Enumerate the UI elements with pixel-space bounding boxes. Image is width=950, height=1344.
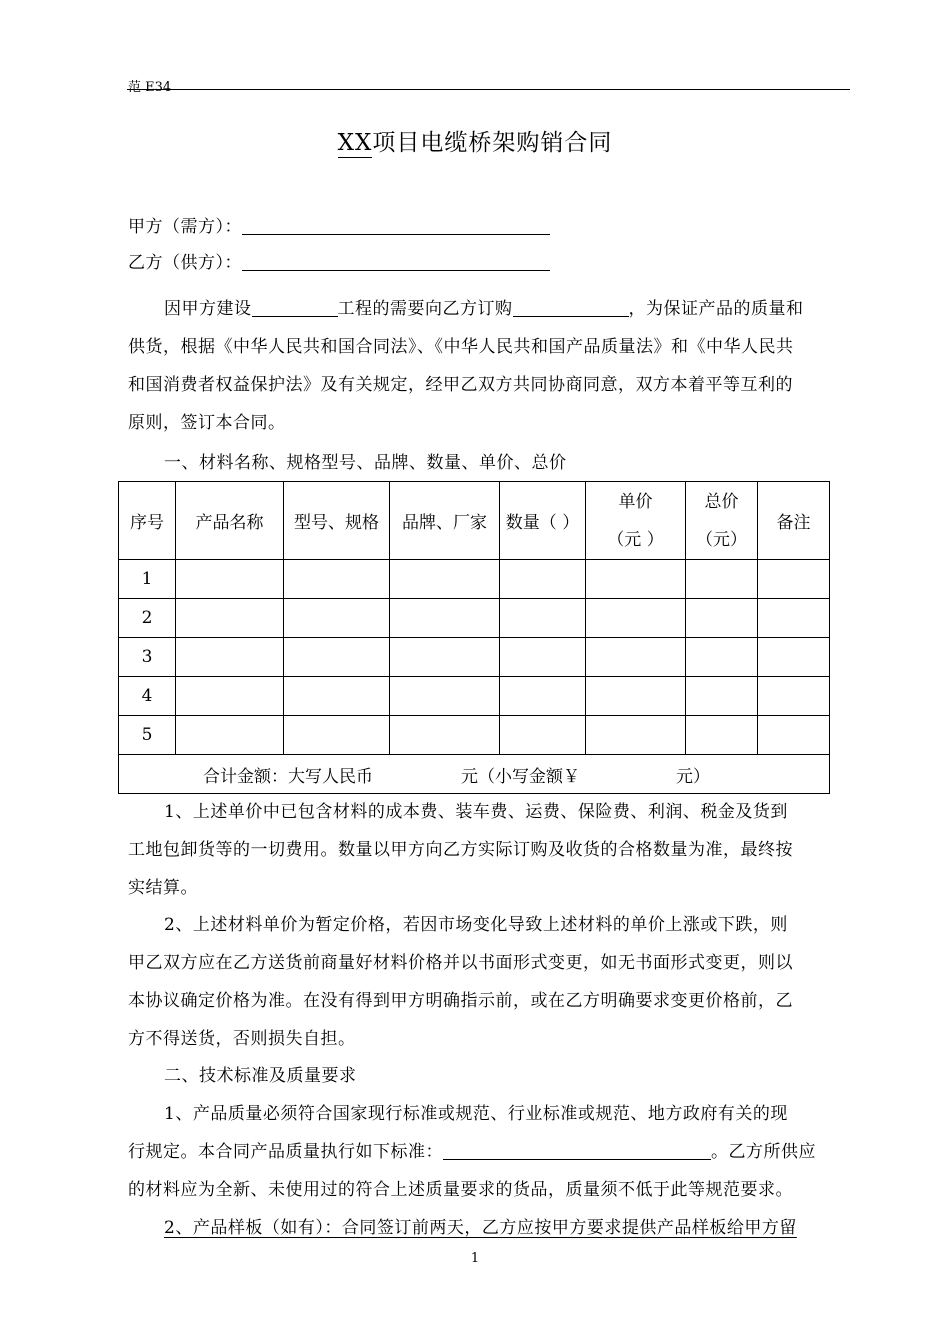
cell[interactable]: [500, 677, 586, 716]
cell[interactable]: [686, 638, 758, 677]
header-seq: 序号: [119, 482, 176, 560]
intro-text-1: 因甲方建设: [164, 299, 252, 319]
cell[interactable]: [758, 716, 830, 755]
clause-1-line-1: 1、上述单价中已包含材料的成本费、装车费、运费、保险费、利润、税金及货到: [164, 802, 788, 822]
party-b-label: 乙方（供方）：: [128, 253, 242, 273]
cell[interactable]: [176, 716, 284, 755]
header-unit-price: [586, 482, 686, 560]
clause-2: [128, 906, 850, 1058]
cell[interactable]: [284, 716, 390, 755]
clause-2-2: [128, 1209, 850, 1247]
cell[interactable]: [758, 599, 830, 638]
table-header-row: [119, 482, 830, 560]
cell[interactable]: [686, 716, 758, 755]
party-b-line: [128, 244, 550, 282]
header-product-name: 产品名称: [176, 482, 284, 560]
cell[interactable]: [758, 560, 830, 599]
cell[interactable]: [758, 677, 830, 716]
unit-price-label: 单价: [618, 491, 653, 512]
clause-2-line-2: 甲乙双方应在乙方送货前商量好材料价格并以书面形式变更，如无书面形式变更，则以: [128, 953, 793, 973]
materials-table: [118, 481, 830, 794]
intro-text-3: ，为保证产品的质量和: [628, 299, 804, 319]
total-mid: 元（小写金额￥: [461, 766, 580, 787]
intro-paragraph: [128, 290, 850, 442]
party-a-line: [128, 208, 550, 246]
header-total-price: [686, 482, 758, 560]
cell[interactable]: [586, 716, 686, 755]
cell[interactable]: [176, 599, 284, 638]
cell[interactable]: [586, 560, 686, 599]
intro-line-4: 原则，签订本合同。: [128, 413, 286, 433]
cell[interactable]: [390, 677, 500, 716]
clause-1-line-2: 工地包卸货等的一切费用。数量以甲方向乙方实际订购及收货的合格数量为准，最终按: [128, 840, 793, 860]
standard-label: 行规定。本合同产品质量执行如下标准：: [128, 1142, 443, 1162]
cell[interactable]: [586, 638, 686, 677]
cell[interactable]: [686, 560, 758, 599]
cell[interactable]: [390, 599, 500, 638]
standard-blank[interactable]: [443, 1141, 711, 1160]
row-seq: 3: [119, 638, 176, 677]
total-price-unit: （元）: [696, 529, 747, 550]
clause-2-1: [128, 1095, 850, 1209]
cell[interactable]: [390, 560, 500, 599]
cell[interactable]: [686, 599, 758, 638]
cell[interactable]: [284, 560, 390, 599]
cell[interactable]: [586, 599, 686, 638]
total-amount-cell: [119, 755, 830, 794]
total-end: 元）: [676, 766, 710, 787]
cell[interactable]: [500, 638, 586, 677]
cell[interactable]: [686, 677, 758, 716]
cell[interactable]: [500, 560, 586, 599]
project-name-blank[interactable]: [252, 298, 338, 317]
header-remark: 备注: [758, 482, 830, 560]
clause-2-1-line-2: [128, 1133, 850, 1171]
total-label: 合计金额：大写人民币: [203, 766, 373, 787]
table-row: [119, 638, 830, 677]
cell[interactable]: [284, 599, 390, 638]
intro-line-3: 和国消费者权益保护法》及有关规定，经甲乙双方共同协商同意，双方本着平等互利的: [128, 375, 793, 395]
header-rule: [127, 89, 850, 90]
header-quantity: 数量（ ）: [500, 482, 586, 560]
header-model: 型号、规格: [284, 482, 390, 560]
product-blank[interactable]: [513, 298, 629, 317]
title-main: 项目电缆桥架购销合同: [372, 130, 613, 156]
cell[interactable]: [500, 716, 586, 755]
table-row: [119, 716, 830, 755]
document-title: [0, 124, 950, 157]
title-prefix: XX: [337, 130, 373, 156]
clause-2-line-3: 本协议确定价格为准。在没有得到甲方明确指示前，或在乙方明确要求变更价格前，乙: [128, 991, 793, 1011]
table-total-row: [119, 755, 830, 794]
clause-1-line-3: 实结算。: [128, 878, 198, 898]
row-seq: 4: [119, 677, 176, 716]
intro-text-2: 工程的需要向乙方订购: [337, 299, 513, 319]
clause-2-line-1: 2、上述材料单价为暂定价格，若因市场变化导致上述材料的单价上涨或下跌，则: [164, 915, 788, 935]
party-a-label: 甲方（需方）：: [128, 217, 242, 237]
clause-1: [128, 793, 850, 907]
cell[interactable]: [586, 677, 686, 716]
clause-2-2-text: 2、产品样板（如有）：合同签订前两天，乙方应按甲方要求提供产品样板给甲方留: [164, 1218, 797, 1238]
cell[interactable]: [176, 638, 284, 677]
total-price-label: 总价: [704, 491, 739, 512]
header-brand: 品牌、厂家: [390, 482, 500, 560]
row-seq: 2: [119, 599, 176, 638]
section-1-heading: 一、材料名称、规格型号、品牌、数量、单价、总价: [164, 453, 567, 473]
intro-line-2: 供货，根据《中华人民共和国合同法》、《中华人民共和国产品质量法》和《中华人民共: [128, 337, 794, 357]
table-row: [119, 599, 830, 638]
cell[interactable]: [390, 716, 500, 755]
cell[interactable]: [176, 677, 284, 716]
cell[interactable]: [176, 560, 284, 599]
intro-line-1: [128, 290, 850, 328]
cell[interactable]: [284, 677, 390, 716]
page-number: 1: [470, 1251, 480, 1266]
row-seq: 1: [119, 560, 176, 599]
clause-2-1-line-3: 的材料应为全新、未使用过的符合上述质量要求的货品，质量须不低于此等规范要求。: [128, 1180, 793, 1200]
cell[interactable]: [284, 638, 390, 677]
party-b-blank[interactable]: [242, 252, 550, 271]
document-code: 范 E34: [128, 80, 172, 95]
clause-2-2-line-1: [128, 1209, 850, 1247]
table-row: [119, 560, 830, 599]
clause-2-line-4: 方不得送货，否则损失自担。: [128, 1029, 356, 1049]
standard-tail: 。乙方所供应: [711, 1142, 816, 1162]
cell[interactable]: [390, 638, 500, 677]
cell[interactable]: [500, 599, 586, 638]
party-a-blank[interactable]: [242, 216, 550, 235]
cell[interactable]: [758, 638, 830, 677]
table-row: [119, 677, 830, 716]
clause-2-1-line-1: 1、产品质量必须符合国家现行标准或规范、行业标准或规范、地方政府有关的现: [164, 1104, 788, 1124]
section-2-heading: 二、技术标准及质量要求: [164, 1066, 357, 1086]
unit-price-unit: （元 ）: [607, 529, 664, 550]
row-seq: 5: [119, 716, 176, 755]
